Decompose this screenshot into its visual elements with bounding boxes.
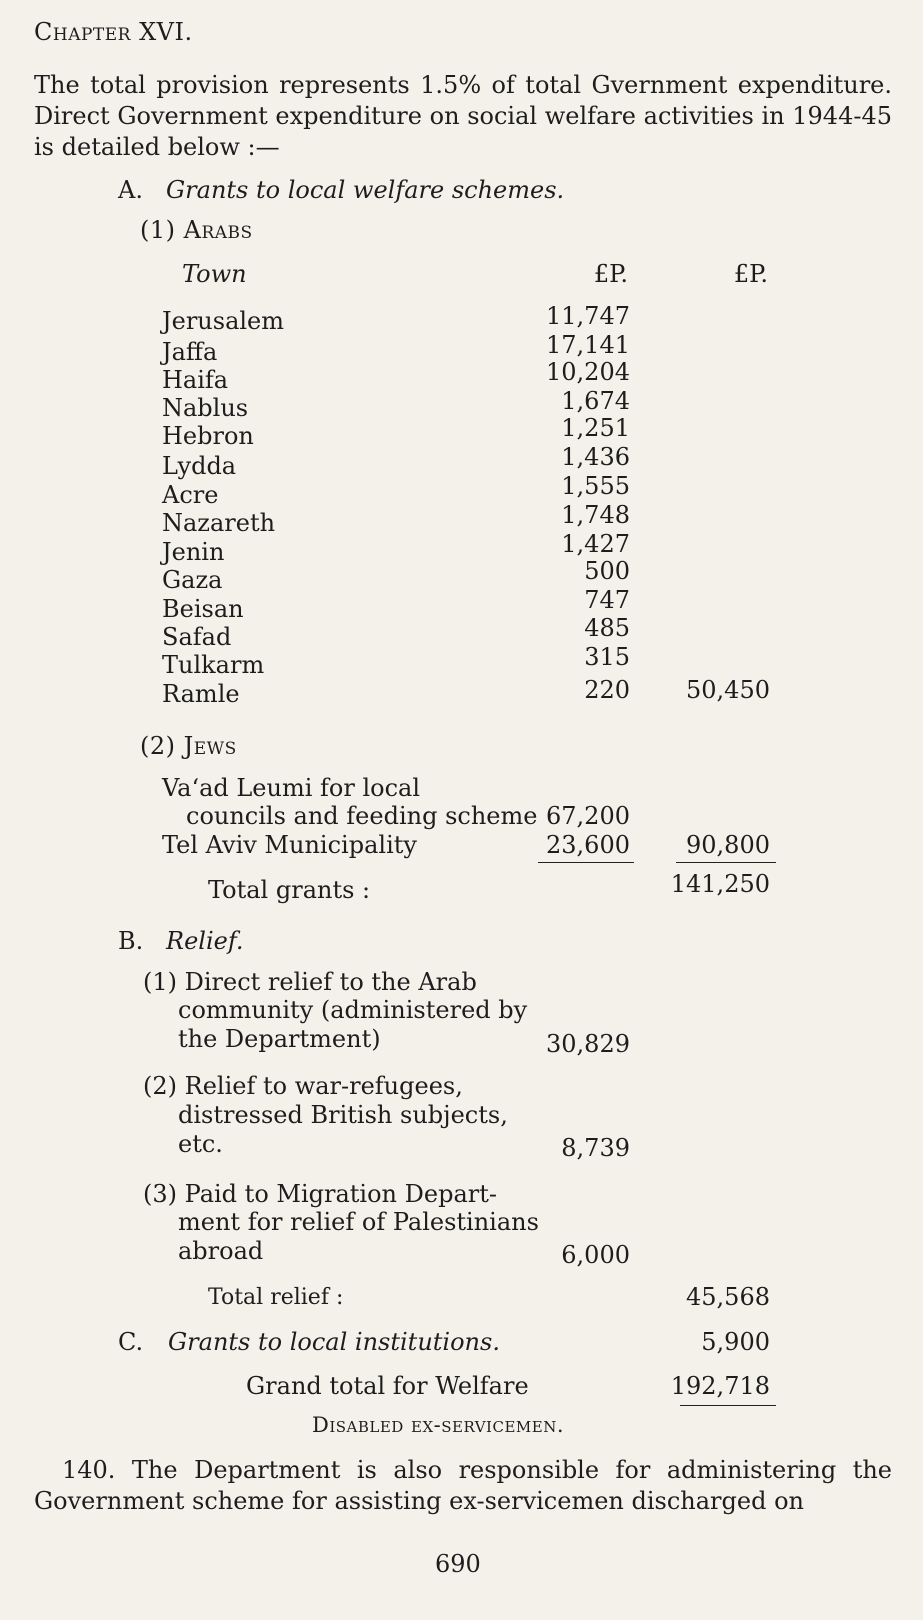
- tel-aviv-label: Tel Aviv Municipality: [162, 831, 417, 859]
- section-c-letter: C.: [118, 1328, 144, 1356]
- town-amount: 1,674: [561, 387, 630, 415]
- rule-col1: [538, 862, 634, 863]
- town-name: Haifa: [162, 366, 229, 394]
- town-name: Hebron: [162, 422, 254, 450]
- town-name: Jaffa: [162, 338, 218, 366]
- rule-col2: [676, 862, 776, 863]
- grand-total-label: Grand total for Welfare: [246, 1372, 529, 1400]
- town-name: Ramle: [162, 680, 240, 708]
- vaad-leumi-line2: councils and feeding scheme: [186, 802, 538, 830]
- relief-item3-line1: (3) Paid to Migration Depart-: [143, 1180, 497, 1208]
- relief-item1-amount: 30,829: [546, 1030, 630, 1058]
- town-amount: 485: [584, 614, 630, 642]
- town-amount: 220: [584, 676, 630, 704]
- arabs-subtotal: 50,450: [686, 676, 770, 704]
- relief-item3-line3: abroad: [178, 1237, 264, 1265]
- section-a-title: Grants to local welfare schemes.: [166, 176, 565, 204]
- town-amount: 11,747: [546, 302, 630, 330]
- intro-paragraph: The total provision represents 1.5% of total Gvernment expenditure. Direct Government expenditure on social welfare activities in 1944-45 is detailed below :—: [34, 71, 892, 161]
- section-c-total: 5,900: [701, 1328, 770, 1356]
- total-relief-label: Total relief :: [208, 1285, 344, 1310]
- town-amount: 10,204: [546, 358, 630, 386]
- arabs-label: (1) Arabs: [140, 216, 253, 244]
- town-amount: 1,436: [561, 443, 630, 471]
- town-name: Tulkarm: [162, 651, 265, 679]
- total-grants-label: Total grants :: [208, 876, 371, 904]
- town-name: Nazareth: [162, 509, 276, 537]
- relief-item3-line2: ment for relief of Palestinians: [178, 1208, 539, 1236]
- relief-item1-line2: community (administered by: [178, 996, 528, 1024]
- town-name: Lydda: [162, 452, 237, 480]
- town-name: Nablus: [162, 394, 249, 422]
- town-amount: 500: [584, 557, 630, 585]
- column-header-pounds-1: £P.: [593, 260, 628, 288]
- relief-item1-line3: the Department): [178, 1025, 381, 1053]
- town-amount: 747: [584, 586, 630, 614]
- chapter-heading: Chapter XVI.: [34, 18, 193, 46]
- section-c-title: Grants to local institutions.: [168, 1328, 500, 1356]
- section-b-letter: B.: [118, 927, 144, 955]
- paragraph-140: 140. The Department is also responsible for administering the Government scheme for assisting ex-servicemen discharged on: [34, 1456, 892, 1515]
- relief-item3-amount: 6,000: [561, 1241, 630, 1269]
- town-name: Safad: [162, 623, 232, 651]
- town-name: Acre: [162, 481, 219, 509]
- town-name: Jenin: [162, 538, 225, 566]
- town-name: Gaza: [162, 566, 223, 594]
- section-a-letter: A.: [118, 176, 143, 204]
- relief-item2-line3: etc.: [178, 1130, 223, 1158]
- column-header-town: Town: [182, 260, 247, 288]
- town-amount: 1,555: [561, 472, 630, 500]
- relief-item2-line2: distressed British subjects,: [178, 1101, 508, 1129]
- relief-item1-line1: (1) Direct relief to the Arab: [143, 968, 477, 996]
- total-grants-value: 141,250: [670, 870, 770, 898]
- column-header-pounds-2: £P.: [733, 260, 768, 288]
- town-amount: 1,748: [561, 501, 630, 529]
- relief-item2-amount: 8,739: [561, 1134, 630, 1162]
- town-amount: 17,141: [546, 331, 630, 359]
- grand-total-value: 192,718: [670, 1372, 770, 1400]
- disabled-heading: Disabled ex-servicemen.: [312, 1413, 565, 1437]
- town-name: Jerusalem: [162, 307, 285, 335]
- vaad-leumi-line1: Va‘ad Leumi for local: [162, 774, 421, 802]
- tel-aviv-amount: 23,600: [546, 831, 630, 859]
- town-name: Beisan: [162, 595, 244, 623]
- page-number: 690: [435, 1550, 481, 1578]
- grand-total-rule: [680, 1405, 776, 1406]
- town-amount: 315: [584, 643, 630, 671]
- town-amount: 1,427: [561, 530, 630, 558]
- section-b-title: Relief.: [166, 927, 244, 955]
- vaad-leumi-amount: 67,200: [546, 802, 630, 830]
- total-relief-value: 45,568: [686, 1283, 770, 1311]
- jews-label: (2) Jews: [140, 732, 237, 760]
- relief-item2-line1: (2) Relief to war-refugees,: [143, 1072, 463, 1100]
- jews-subtotal: 90,800: [686, 831, 770, 859]
- town-amount: 1,251: [561, 414, 630, 442]
